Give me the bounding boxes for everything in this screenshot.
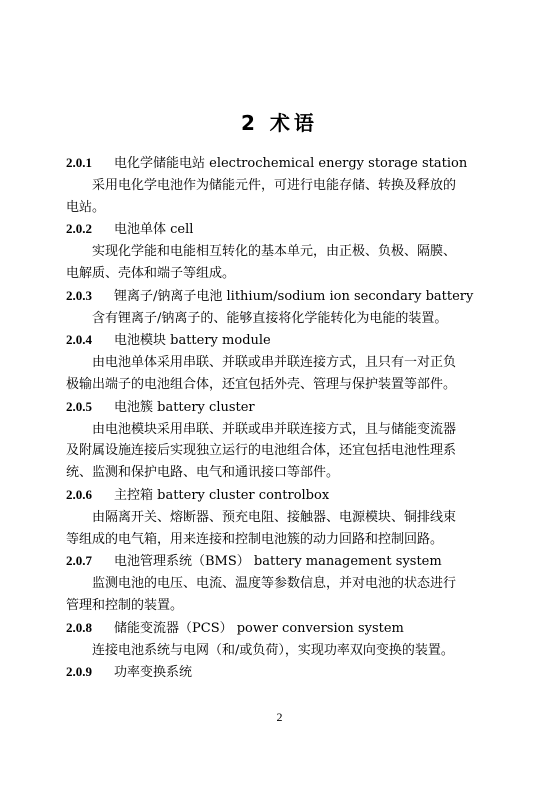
terms-list bbox=[66, 152, 496, 684]
term-number: 2.0.7 bbox=[66, 553, 92, 569]
term-number: 2.0.8 bbox=[66, 619, 92, 635]
page-number: 2 bbox=[276, 710, 283, 724]
term-number: 2.0.5 bbox=[66, 398, 92, 414]
term-name: 电池管理系统（BMS） battery management system bbox=[114, 554, 442, 570]
term-number: 2.0.2 bbox=[66, 221, 92, 237]
term-definition-line: 电站。 bbox=[66, 199, 106, 215]
term-name: 电池模块 battery module bbox=[114, 333, 271, 349]
term-heading bbox=[66, 661, 496, 684]
term-heading bbox=[66, 218, 496, 241]
term-definition-line: 由电池单体采用串联、并联或串并联连接方式，且只有一对正负 bbox=[92, 355, 457, 371]
term-number: 2.0.6 bbox=[66, 486, 92, 502]
term-definition-line: 由隔离开关、熔断器、预充电阻、接触器、电源模块、铜排线束 bbox=[92, 509, 457, 525]
term-name: 储能变流器（PCS） power conversion system bbox=[114, 620, 404, 636]
term-definition-line: 及附属设施连接后实现独立运行的电池组合体，还宜包括电池性理系 bbox=[66, 443, 457, 459]
term-heading bbox=[66, 617, 496, 640]
term-name: 电池簇 battery cluster bbox=[114, 399, 255, 415]
term-name: 主控箱 battery cluster controlbox bbox=[114, 487, 330, 503]
term-definition-line: 由电池模块采用串联、并联或串并联连接方式，且与储能变流器 bbox=[92, 421, 457, 437]
term-definition-line: 电解质、壳体和端子等组成。 bbox=[66, 265, 236, 281]
term-name: 电化学储能电站 electrochemical energy storage station bbox=[114, 156, 468, 171]
term-name: 电池单体 cell bbox=[114, 222, 194, 238]
term-number: 2.0.1 bbox=[66, 155, 92, 170]
term-heading bbox=[66, 550, 496, 573]
term-definition-line: 采用电化学电池作为储能元件，可进行电能存储、转换及释放的 bbox=[92, 177, 457, 193]
term-name: 功率变换系统 bbox=[114, 665, 193, 681]
page-title: 2 术语 bbox=[241, 111, 318, 135]
term-definition-line: 连接电池系统与电网（和/或负荷），实现功率双向变换的装置。 bbox=[92, 642, 454, 658]
term-heading bbox=[66, 396, 496, 419]
term-definition-line: 实现化学能和电能相互转化的基本单元，由正极、负极、隔膜、 bbox=[92, 244, 457, 260]
term-heading bbox=[66, 329, 496, 352]
term-definition-line: 含有锂离子/钠离子的、能够直接将化学能转化为电能的装置。 bbox=[92, 310, 448, 326]
term-definition-line: 管理和控制的装置。 bbox=[66, 597, 184, 613]
term-definition-line: 等组成的电气箱，用来连接和控制电池簇的动力回路和控制回路。 bbox=[66, 531, 444, 547]
term-number: 2.0.9 bbox=[66, 664, 92, 680]
term-definition-line: 极输出端子的电池组合体，还宜包括外壳、管理与保护装置等部件。 bbox=[66, 376, 457, 392]
term-definition-line: 监测电池的电压、电流、温度等参数信息，并对电池的状态进行 bbox=[92, 576, 457, 592]
term-name: 锂离子/钠离子电池 lithium/sodium ion secondary battery bbox=[114, 288, 474, 304]
term-number: 2.0.4 bbox=[66, 332, 92, 348]
term-definition-line: 统、监测和保护电路、电气和通讯接口等部件。 bbox=[66, 465, 340, 481]
term-heading bbox=[66, 484, 496, 507]
term-number: 2.0.3 bbox=[66, 287, 92, 303]
term-heading bbox=[66, 152, 496, 175]
term-heading bbox=[66, 285, 496, 308]
